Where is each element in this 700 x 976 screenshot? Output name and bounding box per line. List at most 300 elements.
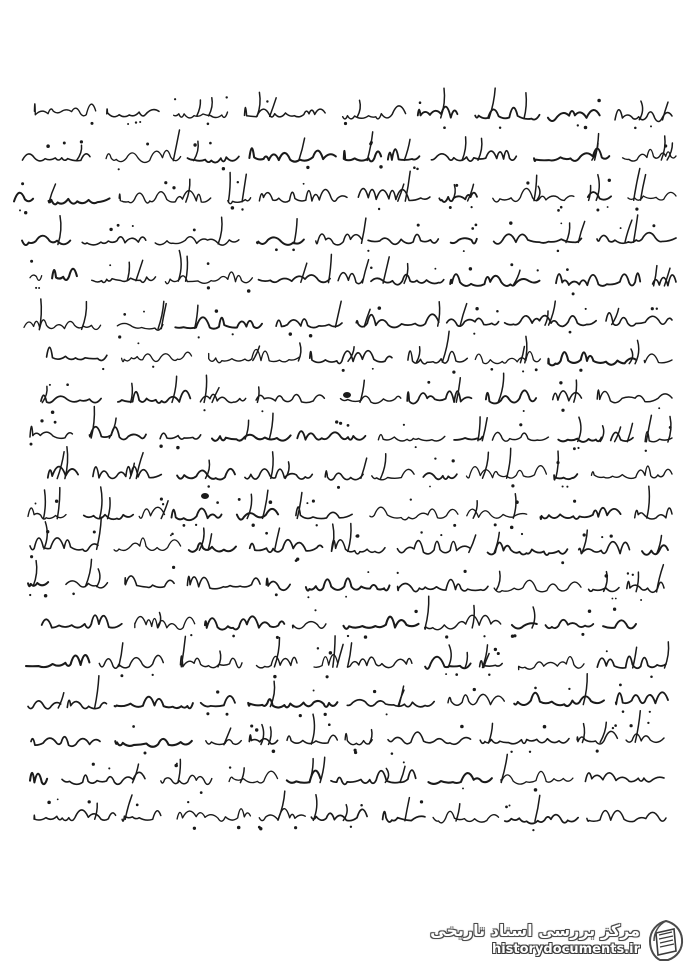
- handwritten-dot: [46, 144, 50, 148]
- handwritten-dot: [193, 143, 196, 146]
- handwritten-stroke: [663, 102, 669, 120]
- handwritten-dot: [652, 224, 655, 227]
- handwritten-dot: [93, 530, 96, 533]
- handwritten-word: [626, 734, 664, 742]
- handwritten-line: [30, 754, 664, 794]
- handwritten-dot: [397, 572, 399, 574]
- handwritten-stroke: [478, 417, 480, 441]
- handwritten-word: [296, 507, 352, 519]
- handwritten-stroke: [44, 522, 47, 549]
- handwritten-word: [311, 809, 367, 820]
- handwritten-dot: [443, 126, 446, 129]
- handwritten-dot: [445, 673, 447, 675]
- handwritten-word: [30, 275, 42, 280]
- handwritten-line: [42, 596, 636, 639]
- handwritten-stroke: [532, 607, 535, 628]
- handwritten-dot: [118, 335, 121, 338]
- handwritten-stroke: [58, 216, 61, 245]
- handwritten-dot: [434, 268, 436, 270]
- handwritten-dot: [620, 227, 622, 229]
- handwritten-stroke: [271, 452, 273, 479]
- handwritten-dot: [453, 524, 456, 527]
- handwritten-dot: [511, 635, 514, 638]
- handwritten-stroke: [507, 448, 511, 478]
- handwritten-dot: [339, 422, 342, 425]
- watermark-url: historydocuments.ir: [491, 942, 640, 957]
- handwritten-dot: [573, 500, 576, 503]
- handwritten-dot: [30, 260, 33, 263]
- handwritten-stroke: [332, 524, 334, 551]
- handwritten-dot: [471, 206, 473, 208]
- handwritten-stroke: [404, 139, 410, 160]
- handwritten-dot: [55, 500, 58, 503]
- handwritten-dot: [664, 144, 667, 147]
- handwritten-dot: [328, 723, 331, 726]
- handwritten-word: [642, 545, 668, 555]
- handwritten-dot: [275, 248, 278, 251]
- ink-blot: [201, 493, 209, 499]
- handwritten-word: [540, 508, 620, 519]
- handwritten-word: [92, 277, 156, 283]
- handwritten-dot: [132, 225, 134, 227]
- handwritten-stroke: [91, 407, 94, 439]
- handwritten-line: [31, 711, 664, 755]
- handwritten-word: [257, 237, 304, 244]
- handwritten-dot: [415, 446, 417, 448]
- handwritten-word: [388, 732, 471, 744]
- handwritten-dot: [80, 140, 83, 143]
- handwritten-word: [306, 578, 390, 590]
- handwritten-word: [493, 188, 574, 201]
- handwritten-line: [24, 299, 672, 339]
- handwritten-stroke: [97, 569, 100, 587]
- handwritten-dot: [611, 598, 613, 600]
- handwritten-word: [492, 432, 548, 441]
- handwritten-dot: [183, 524, 186, 527]
- handwritten-word: [475, 108, 539, 120]
- handwritten-dot: [225, 96, 227, 98]
- handwritten-dot: [255, 728, 258, 731]
- handwritten-word: [358, 189, 430, 201]
- handwritten-word: [119, 191, 211, 203]
- handwritten-word: [177, 809, 250, 821]
- handwritten-dot: [146, 143, 149, 146]
- handwritten-word: [248, 699, 337, 707]
- handwritten-dot: [164, 181, 167, 184]
- handwritten-word: [34, 104, 95, 116]
- handwritten-stroke: [472, 606, 474, 628]
- handwritten-word: [592, 466, 673, 478]
- watermark-text: [430, 921, 640, 959]
- handwritten-dot: [445, 635, 448, 638]
- handwritten-word: [603, 620, 636, 628]
- handwritten-dot: [419, 101, 422, 104]
- handwritten-dot: [449, 206, 452, 209]
- handwritten-dot: [511, 484, 514, 487]
- handwritten-stroke: [657, 565, 664, 592]
- handwritten-stroke: [242, 174, 246, 202]
- handwritten-word: [30, 773, 47, 784]
- handwritten-stroke: [275, 528, 280, 551]
- handwritten-dot: [193, 827, 196, 830]
- handwritten-stroke: [119, 643, 123, 667]
- handwritten-dot: [509, 221, 512, 224]
- handwritten-stroke: [362, 260, 368, 283]
- handwritten-stroke: [574, 380, 577, 402]
- handwritten-dot: [306, 166, 309, 169]
- handwritten-dot: [24, 211, 27, 214]
- handwritten-word: [486, 390, 536, 403]
- handwritten-dot: [21, 182, 24, 185]
- handwritten-dot: [596, 750, 599, 753]
- handwritten-dot: [313, 690, 315, 692]
- handwritten-word: [425, 615, 501, 629]
- handwritten-stroke: [108, 498, 110, 519]
- handwritten-word: [276, 319, 342, 328]
- handwritten-dot: [566, 486, 568, 488]
- handwritten-dot: [232, 333, 234, 335]
- handwritten-word: [448, 694, 504, 705]
- handwritten-word: [160, 433, 201, 439]
- handwritten-dot: [229, 766, 231, 768]
- handwritten-dot: [577, 447, 579, 449]
- handwritten-word: [174, 112, 228, 118]
- handwritten-word: [245, 469, 312, 479]
- handwritten-line: [34, 88, 672, 129]
- handwritten-line: [26, 636, 669, 678]
- handwritten-word: [514, 693, 604, 706]
- handwritten-stroke: [320, 757, 325, 782]
- handwritten-stroke: [261, 725, 264, 745]
- handwritten-dot: [187, 801, 189, 803]
- handwritten-stroke: [478, 138, 482, 160]
- handwritten-word: [30, 538, 98, 551]
- handwritten-word: [519, 657, 584, 670]
- handwritten-stroke: [269, 413, 273, 439]
- handwritten-dot: [123, 313, 126, 316]
- handwritten-stroke: [301, 263, 307, 282]
- handwritten-dot: [252, 524, 255, 527]
- handwritten-word: [475, 352, 540, 364]
- handwritten-dot: [471, 227, 474, 230]
- handwritten-word: [135, 617, 195, 630]
- handwritten-word: [99, 655, 163, 668]
- handwritten-word: [548, 352, 636, 365]
- handwritten-dot: [237, 181, 239, 183]
- handwritten-dot: [295, 559, 298, 562]
- handwritten-dot: [294, 826, 297, 829]
- handwritten-dot: [469, 267, 472, 270]
- handwritten-word: [428, 773, 492, 784]
- handwritten-word: [407, 391, 471, 403]
- handwritten-word: [579, 542, 630, 554]
- handwritten-stroke: [173, 130, 179, 161]
- handwritten-dot: [557, 209, 560, 212]
- handwritten-line: [30, 251, 676, 296]
- handwritten-word: [556, 273, 640, 286]
- handwritten-dot: [360, 804, 363, 807]
- handwritten-word: [41, 395, 101, 402]
- handwritten-word: [259, 809, 305, 821]
- handwritten-word: [209, 350, 300, 363]
- handwritten-dot: [645, 450, 647, 452]
- handwritten-dot: [335, 420, 338, 423]
- handwritten-dot: [372, 368, 374, 370]
- handwritten-word: [383, 812, 425, 822]
- handwritten-dot: [583, 533, 586, 536]
- handwritten-dot: [144, 752, 147, 755]
- handwritten-dot: [355, 535, 358, 538]
- handwritten-dot: [49, 384, 51, 386]
- handwritten-dot: [378, 306, 382, 310]
- handwritten-dot: [452, 370, 455, 373]
- handwritten-word: [187, 576, 260, 588]
- handwritten-dot: [132, 725, 135, 728]
- handwritten-dot: [607, 206, 609, 208]
- handwritten-dot: [515, 500, 519, 504]
- handwritten-word: [180, 656, 242, 668]
- handwritten-word: [30, 426, 72, 438]
- handwritten-dot: [522, 370, 524, 372]
- handwritten-dot: [127, 123, 129, 125]
- handwritten-dot: [510, 526, 514, 530]
- handwritten-dot: [581, 633, 584, 636]
- handwritten-dot: [499, 127, 501, 129]
- handwritten-dot: [369, 142, 372, 145]
- handwritten-word: [418, 107, 458, 118]
- handwritten-word: [348, 657, 412, 667]
- handwritten-dot: [57, 799, 59, 801]
- handwritten-dot: [176, 763, 178, 765]
- handwritten-dot: [307, 596, 309, 598]
- handwritten-dot: [650, 676, 653, 679]
- handwritten-stroke: [335, 301, 341, 327]
- handwritten-stroke: [186, 256, 188, 281]
- handwritten-word: [423, 473, 457, 479]
- handwritten-dot: [90, 122, 93, 125]
- handwritten-stroke: [257, 387, 259, 402]
- handwritten-word: [107, 109, 159, 117]
- handwritten-stroke: [612, 309, 619, 325]
- handwritten-dot: [573, 447, 576, 450]
- handwritten-dot: [647, 722, 649, 724]
- handwritten-dot: [209, 142, 212, 145]
- handwritten-stroke: [482, 418, 487, 441]
- handwritten-stroke: [337, 644, 343, 667]
- handwritten-stroke: [109, 418, 116, 438]
- handwritten-word: [451, 238, 477, 243]
- handwritten-dot: [568, 688, 570, 690]
- handwritten-dot: [497, 652, 500, 655]
- handwritten-stroke: [58, 693, 64, 708]
- handwritten-dot: [532, 829, 534, 831]
- handwritten-dot: [152, 674, 154, 676]
- handwritten-dot: [198, 336, 200, 338]
- handwritten-word: [345, 734, 372, 745]
- handwritten-dot: [162, 503, 164, 505]
- handwritten-dot: [519, 423, 522, 426]
- handwritten-dot: [337, 486, 340, 489]
- handwritten-stroke: [661, 136, 665, 160]
- handwritten-dot: [237, 826, 241, 830]
- handwritten-word: [587, 811, 666, 822]
- handwritten-dot: [88, 800, 91, 803]
- handwritten-dot: [272, 750, 276, 754]
- handwritten-dot: [63, 142, 66, 145]
- handwritten-word: [553, 391, 582, 401]
- handwritten-dot: [588, 610, 591, 613]
- handwritten-dot: [109, 264, 111, 266]
- handwritten-dot: [276, 636, 279, 639]
- handwritten-stroke: [333, 636, 335, 667]
- handwritten-dot: [30, 555, 33, 558]
- handwritten-dot: [367, 571, 369, 573]
- handwritten-stroke: [448, 645, 451, 667]
- handwritten-word: [488, 543, 568, 555]
- handwritten-dot: [585, 308, 587, 310]
- handwritten-dot: [303, 183, 305, 185]
- handwritten-dot: [159, 444, 162, 447]
- handwritten-dot: [414, 610, 417, 613]
- handwritten-dot: [440, 534, 442, 536]
- handwritten-word: [343, 106, 406, 119]
- handwritten-word: [22, 236, 70, 245]
- handwritten-dot: [347, 635, 349, 637]
- handwritten-dot: [434, 457, 436, 459]
- handwritten-stroke: [625, 220, 632, 242]
- handwritten-word: [52, 269, 77, 280]
- handwritten-word: [325, 471, 363, 480]
- handwritten-dot: [427, 381, 430, 384]
- handwritten-dot: [176, 446, 179, 449]
- handwritten-dot: [289, 332, 292, 335]
- handwritten-dot: [72, 593, 75, 596]
- handwritten-dot: [596, 209, 599, 212]
- handwritten-dot: [174, 98, 176, 100]
- handwritten-stroke: [197, 100, 201, 116]
- handwritten-dot: [420, 800, 423, 803]
- handwritten-stroke: [269, 727, 272, 744]
- book-logo-icon: [646, 917, 686, 963]
- handwritten-word: [249, 148, 335, 161]
- handwritten-dot: [120, 674, 123, 677]
- handwritten-dot: [601, 536, 603, 538]
- handwritten-dot: [483, 635, 485, 637]
- handwritten-dot: [200, 791, 203, 794]
- handwritten-word: [368, 234, 438, 244]
- handwritten-stroke: [348, 524, 351, 552]
- handwritten-dot: [203, 409, 205, 411]
- handwritten-dot: [207, 485, 210, 488]
- handwritten-stroke: [228, 173, 230, 202]
- handwritten-stroke: [240, 768, 244, 783]
- handwritten-word: [125, 576, 174, 588]
- handwritten-stroke: [245, 420, 249, 439]
- handwritten-dot: [597, 99, 601, 103]
- handwritten-line: [28, 674, 668, 718]
- handwritten-dot: [261, 410, 263, 412]
- handwritten-dot: [109, 228, 112, 231]
- handwritten-stroke: [181, 636, 185, 666]
- handwritten-dot: [619, 684, 622, 687]
- handwritten-word: [122, 352, 192, 361]
- handwritten-stroke: [501, 754, 507, 782]
- handwritten-word: [585, 773, 664, 782]
- handwritten-stroke: [636, 572, 638, 592]
- handwritten-word: [266, 578, 290, 590]
- handwritten-dot: [347, 424, 350, 427]
- handwritten-line: [47, 331, 672, 373]
- handwritten-dot: [247, 289, 251, 293]
- handwritten-stroke: [535, 795, 540, 821]
- handwritten-dot: [606, 650, 608, 652]
- handwritten-stroke: [639, 101, 642, 120]
- handwritten-dot: [490, 368, 493, 371]
- handwritten-word: [48, 467, 78, 478]
- handwritten-dot: [152, 366, 154, 368]
- handwritten-stroke: [361, 458, 367, 478]
- handwritten-dot: [462, 787, 464, 789]
- handwritten-dot: [238, 498, 241, 501]
- handwritten-stroke: [654, 266, 657, 286]
- handwritten-word: [117, 323, 162, 330]
- handwritten-dot: [656, 308, 658, 310]
- handwritten-word: [28, 582, 48, 586]
- handwritten-dot: [207, 262, 210, 265]
- handwritten-word: [189, 543, 236, 552]
- handwritten-dot: [534, 687, 537, 690]
- handwritten-stroke: [136, 260, 143, 280]
- handwritten-dot: [35, 287, 37, 289]
- handwritten-dot: [317, 647, 319, 649]
- handwritten-stroke: [224, 728, 231, 745]
- handwritten-stroke: [452, 185, 455, 201]
- handwritten-stroke: [383, 257, 389, 283]
- handwritten-stroke: [76, 145, 81, 161]
- handwritten-stroke: [204, 375, 207, 402]
- handwritten-word: [139, 507, 164, 518]
- handwritten-word: [347, 700, 434, 707]
- handwritten-dot: [635, 207, 638, 210]
- handwritten-dot: [241, 208, 243, 210]
- handwritten-dot: [345, 596, 347, 598]
- handwritten-word: [372, 469, 414, 479]
- handwritten-word: [494, 580, 581, 592]
- handwritten-dot: [309, 334, 313, 338]
- handwritten-dot: [299, 714, 302, 717]
- handwritten-stroke: [381, 454, 386, 479]
- handwritten-word: [332, 540, 386, 554]
- handwritten-word: [534, 148, 609, 161]
- handwritten-dot: [172, 566, 175, 569]
- handwritten-stroke: [465, 653, 467, 668]
- handwritten-word: [250, 540, 323, 552]
- handwritten-word: [49, 198, 110, 204]
- handwritten-dot: [556, 461, 559, 464]
- handwritten-word: [344, 617, 419, 629]
- handwritten-dot: [193, 228, 196, 231]
- handwritten-dot: [614, 724, 617, 727]
- handwritten-word: [28, 508, 66, 519]
- handwritten-word: [14, 193, 33, 202]
- handwritten-stroke: [520, 347, 524, 363]
- handwritten-stroke: [629, 349, 632, 364]
- handwritten-dot: [265, 532, 268, 535]
- handwritten-dot: [226, 713, 229, 716]
- handwritten-dot: [475, 224, 478, 227]
- handwritten-word: [172, 508, 222, 520]
- handwritten-dot: [494, 523, 497, 526]
